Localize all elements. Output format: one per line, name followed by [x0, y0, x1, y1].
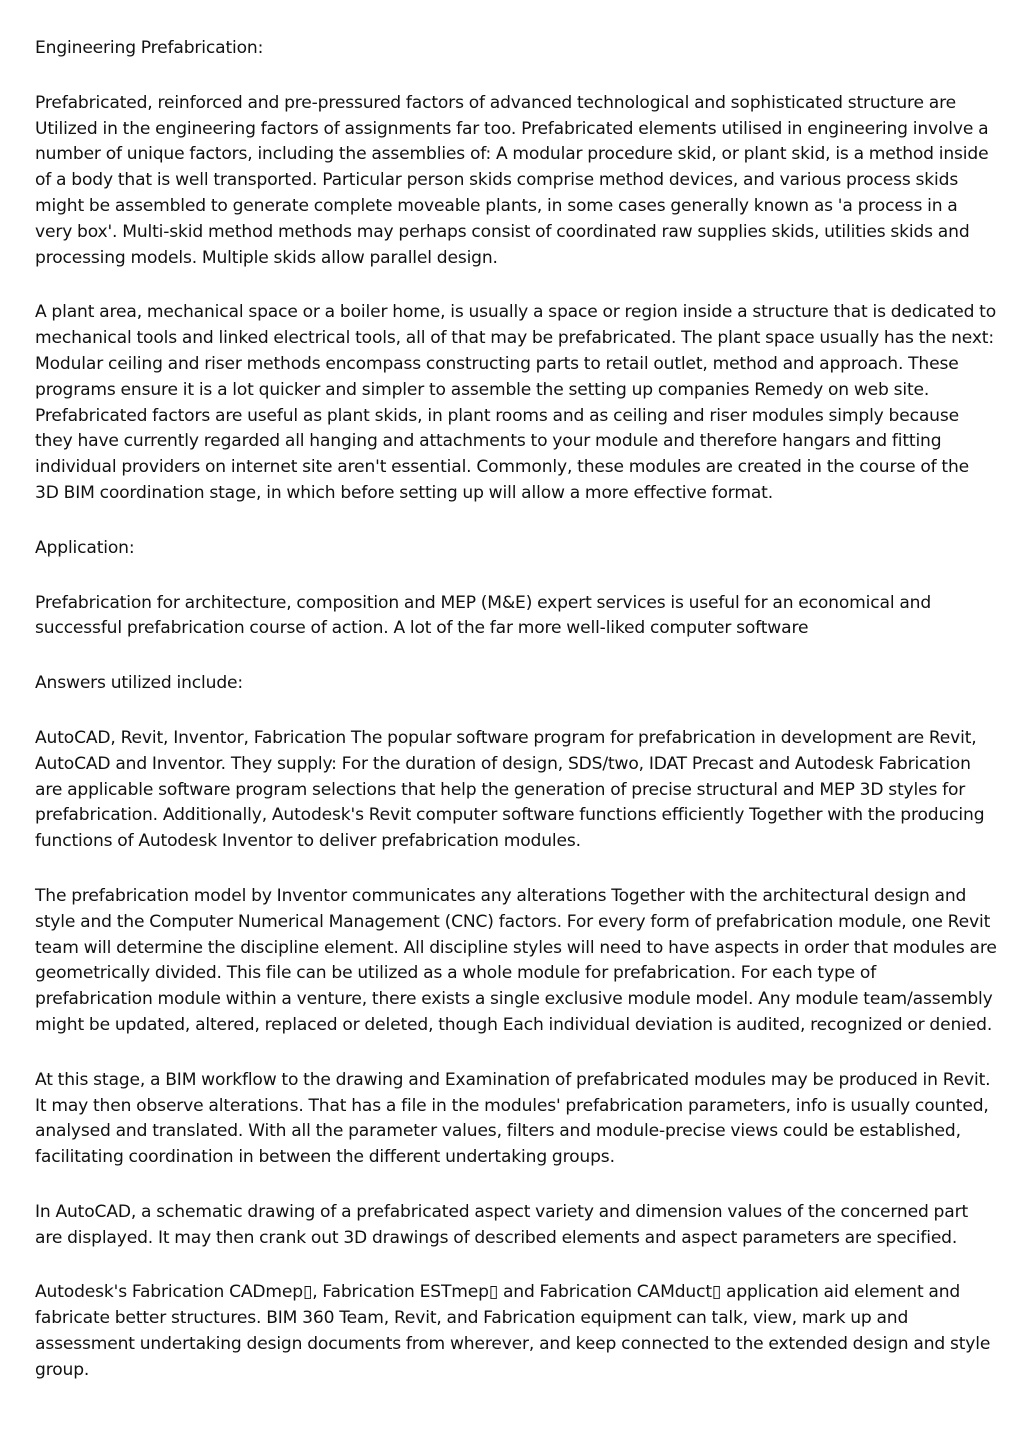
heading-engineering-prefabrication: Engineering Prefabrication: [35, 38, 264, 58]
paragraph-plant-area: A plant area, mechanical space or a boiler home, is usually a space or region inside a structure that is dedicated to mechanical tools and linked electrical tools, all of that may be prefabricated. The plant space usually has the next: Modular ceiling and riser methods encompass constructing parts to retail outlet, method and approach. These programs ensure it is a lot quicker and simpler to assemble the setting up companies Remedy on web site. Prefabricated factors are useful as plant skids, in plant rooms and as ceiling and riser modules simply because they have currently regarded all hanging and attachments to your module and therefore hangars and fitting individual providers on internet site aren't essential. Commonly, these modules are created in the course of the 3D BIM coordination stage, in which before setting up will allow a more effective format. [35, 302, 997, 503]
paragraph-prefabricated-elements: Prefabricated, reinforced and pre-pressured factors of advanced technological and sophisticated structure are Utilized in the engineering factors of assignments far too. Prefabricated elements utilised in engineering involve a number of unique factors, including the assemblies of: A modular procedure skid, or plant skid, is a method inside of a body that is well transported. Particular person skids comprise method devices, and various process skids might be assembled to generate complete moveable plants, in some cases generally known as 'a process in a very box'. Multi-skid method methods may perhaps consist of coordinated raw supplies skids, utilities skids and processing models. Multiple skids allow parallel design. [35, 92, 989, 268]
paragraph-software-list: AutoCAD, Revit, Inventor, Fabrication The popular software program for prefabrication in development are Revit, AutoCAD and Inventor. They supply: For the duration of design, SDS/two, IDAT Precast and Autodesk Fabrication are applicable software program selections that help the generation of precise structural and MEP 3D styles for prefabrication. Additionally, Autodesk's Revit computer software functions efficiently Together with the producing functions of Autodesk Inventor to deliver prefabrication modules. [35, 727, 985, 852]
paragraph-prefabrication-services: Prefabrication for architecture, composition and MEP (M&E) expert services is useful for an economical and successful prefabrication course of action. A lot of the far more well-liked computer software [35, 592, 932, 639]
paragraph-autodesk-fabrication: Autodesk's Fabrication CADmep▯, Fabrication ESTmep▯ and Fabrication CAMduct▯ application aid element and fabricate better structures. BIM 360 Team, Revit, and Fabrication equipment can talk, view, mark up and assessment undertaking design documents from wherever, and keep connected to the extended design and style group. [35, 1282, 991, 1380]
heading-application: Application: [35, 537, 135, 558]
paragraph-bim-workflow: At this stage, a BIM workflow to the drawing and Examination of prefabricated modules may be produced in Revit. It may then observe alterations. That has a file in the modules' prefabrication parameters, info is usually counted, analysed and translated. With all the parameter values, filters and module-precise views could be established, facilitating coordination in between the different undertaking groups. [35, 1069, 991, 1168]
document-body [35, 36, 997, 1413]
paragraph-autocad: In AutoCAD, a schematic drawing of a prefabricated aspect variety and dimension values of the concerned part are displayed. It may then crank out 3D drawings of described elements and aspect parameters are specified. [35, 1201, 969, 1248]
heading-answers-utilized: Answers utilized include: [35, 673, 243, 694]
paragraph-inventor-model: The prefabrication model by Inventor communicates any alterations Together with the architectural design and style and the Computer Numerical Management (CNC) factors. For every form of prefabrication module, one Revit team will determine the discipline element. All discipline styles will need to have aspects in order that modules are geometrically divided. This file can be utilized as a whole module for prefabrication. For each type of prefabrication module within a venture, there exists a single exclusive module model. Any module team/assembly might be updated, altered, replaced or deleted, though Each individual deviation is audited, recognized or denied. [35, 885, 997, 1035]
